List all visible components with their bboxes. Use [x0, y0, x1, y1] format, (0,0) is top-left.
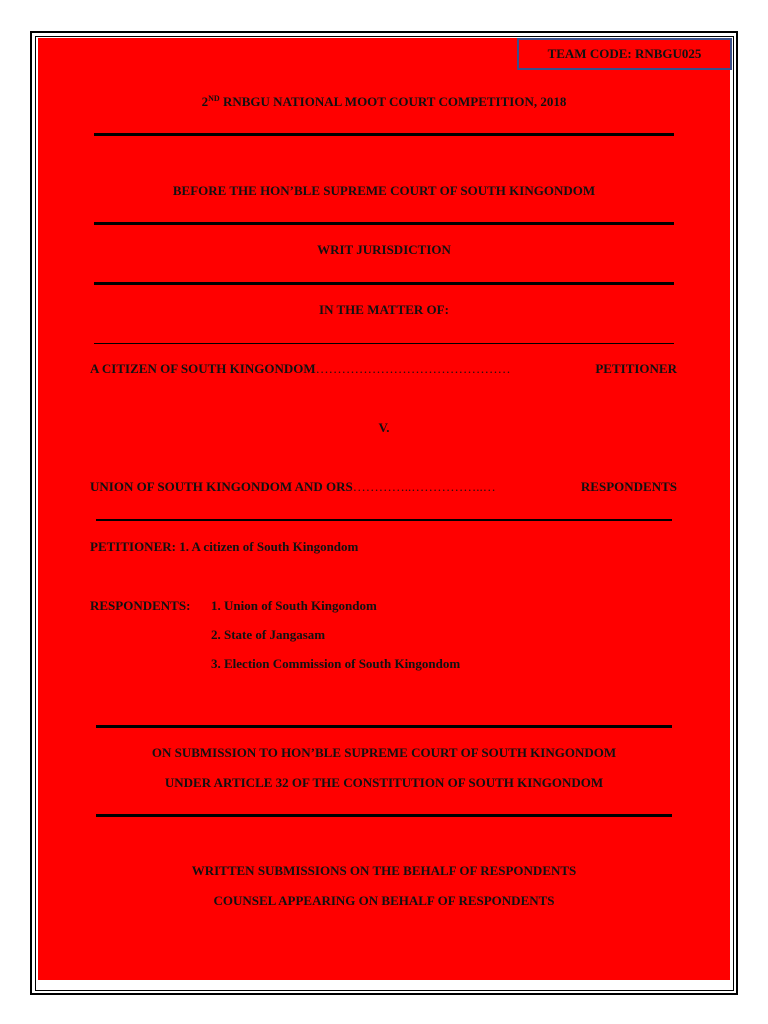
rule-thick	[94, 133, 674, 136]
team-code-box: TEAM CODE: RNBGU025	[517, 38, 732, 70]
submission-line-2: UNDER ARTICLE 32 OF THE CONSTITUTION OF SOUTH KINGONDOM	[164, 775, 604, 790]
petitioner-role: PETITIONER	[595, 361, 677, 376]
competition-title	[38, 94, 730, 110]
respondent-name: UNION OF SOUTH KINGONDOM AND ORS	[90, 479, 353, 494]
rule-thick	[96, 725, 672, 728]
rule-thick	[94, 282, 674, 285]
court-heading: BEFORE THE HON’BLE SUPREME COURT OF SOUTH KINGONDOM	[172, 183, 596, 198]
versus: V.	[378, 420, 390, 435]
rule-thick	[96, 814, 672, 817]
competition-ordinal-suffix: ND	[208, 94, 220, 103]
matter-heading: IN THE MATTER OF:	[319, 302, 449, 317]
petitioner-leader-dots: ………………………………………	[315, 361, 511, 376]
submission-line-1: ON SUBMISSION TO HON’BLE SUPREME COURT OF SOUTH KINGONDOM	[151, 745, 617, 760]
respondents-label: RESPONDENTS:	[90, 598, 191, 613]
respondent-item: 3. Election Commission of South Kingondom	[211, 656, 461, 671]
cover-page	[38, 38, 730, 980]
respondent-line	[90, 479, 677, 495]
written-submissions-line: WRITTEN SUBMISSIONS ON THE BEHALF OF RESPONDENTS	[191, 863, 577, 878]
rule-thin	[94, 343, 674, 344]
respondent-item: 2. State of Jangasam	[211, 627, 326, 642]
petitioner-item: 1. A citizen of South Kingondom	[179, 539, 359, 554]
petitioner-list	[90, 539, 358, 555]
petitioner-name: A CITIZEN OF SOUTH KINGONDOM	[90, 361, 316, 376]
petitioner-label: PETITIONER:	[90, 539, 176, 554]
competition-name: RNBGU NATIONAL MOOT COURT COMPETITION, 2018	[219, 94, 567, 109]
respondent-role: RESPONDENTS	[580, 479, 677, 494]
rule-thick	[94, 222, 674, 225]
respondent-item: 1. Union of South Kingondom	[211, 598, 377, 613]
petitioner-line	[90, 361, 677, 377]
respondent-leader-dots: …………..……………..…	[352, 479, 496, 494]
jurisdiction-heading: WRIT JURISDICTION	[317, 242, 451, 257]
counsel-line: COUNSEL APPEARING ON BEHALF OF RESPONDENTS	[213, 893, 555, 908]
rule-medium	[96, 519, 672, 521]
competition-ordinal: 2	[201, 94, 209, 109]
